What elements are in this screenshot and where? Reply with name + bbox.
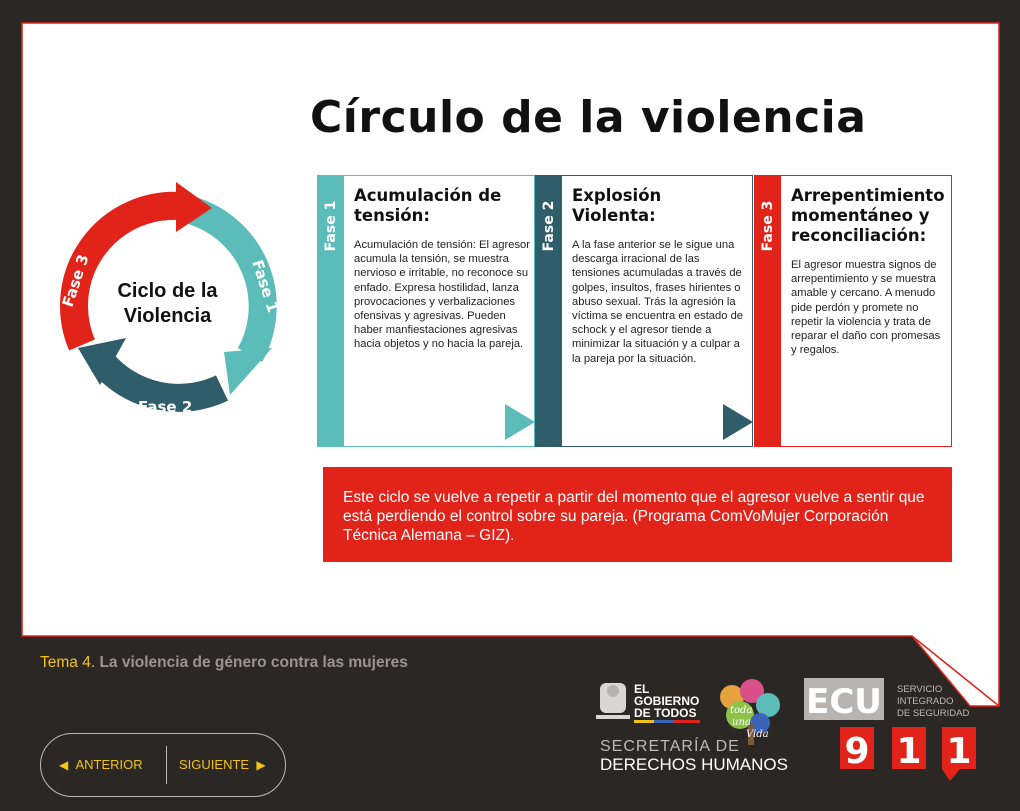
gov-line2: GOBIERNO: [634, 694, 700, 708]
toda-line1: toda: [730, 705, 753, 716]
topic-heading: [40, 654, 408, 672]
phase3-label: Fase 3: [58, 252, 93, 310]
cycle-note: Este ciclo se vuelve a repetir a partir del momento que el agresor vuelve a sentir que está perdiendo el control sobre su pareja. (Programa ComVoMujer Corporación Técnica Alemana – GIZ).: [323, 467, 952, 562]
next-button[interactable]: SIGUIENTE ▶: [179, 757, 266, 772]
phase2-card: [535, 175, 753, 447]
arrow-right-icon: ▶: [256, 757, 266, 772]
phase1-heading: Acumulación de tensión:: [354, 186, 502, 225]
gov-line3: DE TODOS: [634, 706, 697, 720]
phase3-card: [754, 175, 952, 447]
corner-arrow-icon: [723, 404, 753, 440]
phase2-body: A la fase anterior se le sigue una descarga irracional de las tensiones acumuladas a través de golpes, insultos, frases hirientes o abuso sexual. Trás la agresión la víctima se encuentra en estado de schock y el agresor tiende a minimizar la situación y a culpar a la pareja por la situación.: [572, 239, 744, 365]
cycle-center-label: Ciclo de la Violencia: [117, 280, 218, 327]
servicio-line3: DE SEGURIDAD: [897, 708, 970, 719]
ecu-text: ECU: [806, 682, 882, 722]
toda-line3: Vida: [746, 729, 769, 740]
phase1-body: Acumulación de tensión: El agresor acumula la tensión, se muestra nervioso e irritable, no reconoce su enfado. Expresa hostilidad, lanza provocaciones y verbalizaciones ofensivas y agresivas. Pueden haber manfiestaciones agresivas hacia objetos y no hacia la pareja.: [354, 239, 530, 351]
digit-1a: 1: [896, 731, 922, 772]
secretaria-line2: DERECHOS HUMANOS: [600, 755, 788, 774]
servicio-line1: SERVICIO: [897, 684, 943, 695]
toda-line2: una: [732, 717, 751, 728]
arrow-left-icon: ◀: [59, 757, 69, 772]
phase3-heading: Arrepentimiento momentáneo y reconciliación:: [791, 186, 945, 245]
servicio-line2: INTEGRADO: [897, 696, 954, 707]
institution-logos: [590, 675, 1000, 785]
phase2-band: Fase 2: [536, 176, 562, 446]
corner-arrow-icon: [505, 404, 535, 440]
phase1-label: Fase 1: [248, 257, 283, 315]
phase2-label: Fase 2: [138, 398, 193, 416]
digit-1b: 1: [946, 731, 972, 772]
nav-divider: [166, 746, 167, 784]
ecuador-crest-logo: [596, 683, 630, 719]
phase2-heading: Explosión Violenta:: [572, 186, 662, 225]
topic-number: Tema 4.: [40, 654, 96, 671]
phase1-band: Fase 1: [318, 176, 344, 446]
phase2-arc: [102, 362, 222, 398]
topic-title: La violencia de género contra las mujeres: [99, 654, 408, 671]
phase1-arrowhead: [224, 348, 272, 395]
page-title: Círculo de la violencia: [310, 92, 867, 143]
phase3-band: Fase 3: [755, 176, 781, 446]
previous-button[interactable]: ◀ ANTERIOR: [59, 757, 143, 772]
navigation-pill: [40, 733, 286, 797]
secretaria-line1: SECRETARÍA DE: [600, 738, 740, 755]
digit-9: 9: [844, 731, 870, 772]
phase3-body: El agresor muestra signos de arrepentimiento y se muestra amable y cercano. A menudo pide perdón y promete no repetir la violencia y trata de reparar el daño con promesas y regalos.: [791, 259, 941, 357]
gov-line1: EL: [634, 682, 650, 696]
phase1-card: [317, 175, 535, 447]
